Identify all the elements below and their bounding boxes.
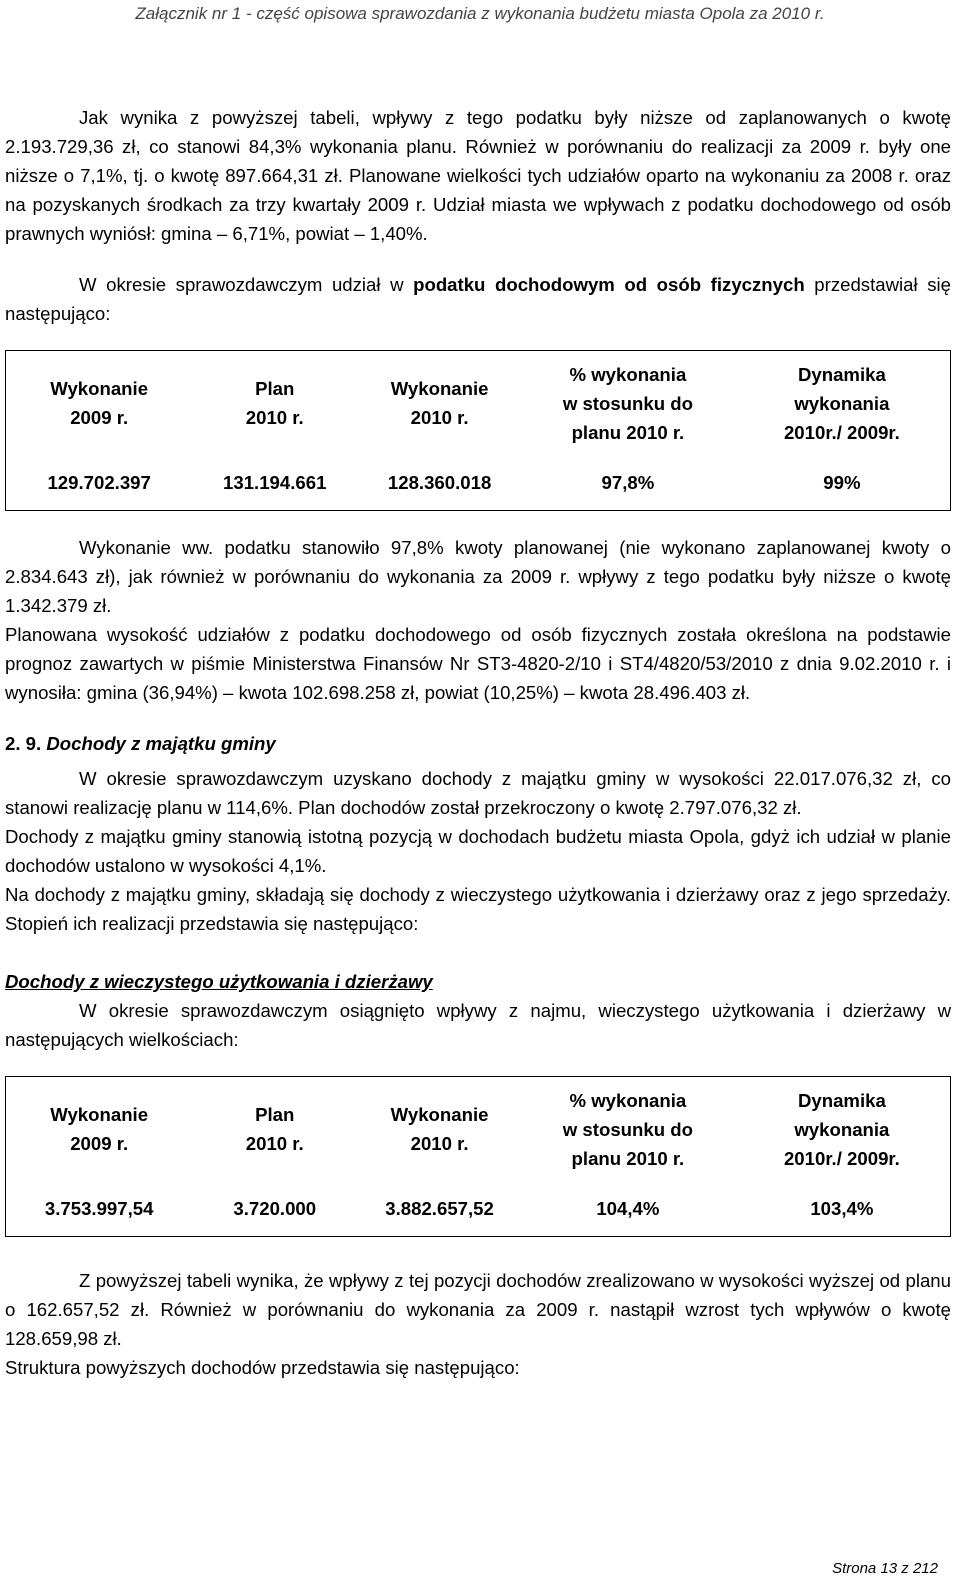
section-title: Dochody z majątku gminy [46,733,276,754]
pit-intro-tail: przedstawiał się następująco: [5,274,951,324]
paragraph-pit-intro [5,270,951,328]
value-cell: 99% [734,455,951,511]
paragraph-lease-result: Z powyższej tabeli wynika, że wpływy z tej pozycji dochodów zrealizowano w wysokości wyższej od planu o 162.657,52 zł. Również w porównaniu do wykonania za 2009 r. nastąpił wzrost tych wpływów o kwotę 128.659,98 zł. [5,1270,951,1349]
paragraph-assets-composition: Na dochody z majątku gminy, składają się dochody z wieczystego użytkowania i dzierżawy oraz z jego sprzedaży. Stopień ich realizacji przedstawia się następująco: [5,884,951,934]
value-cell: 3.753.997,54 [6,1181,193,1237]
value-cell: 97,8% [522,455,734,511]
header-cell: Plan 2010 r. [192,351,357,456]
section-number: 2. 9. [5,733,42,754]
table-row [6,1181,951,1237]
header-cell: Dynamika wykonania 2010r./ 2009r. [734,1077,951,1182]
header-cell: Wykonanie 2010 r. [357,1077,522,1182]
value-cell: 103,4% [734,1181,951,1237]
table-row [6,455,951,511]
paragraph-lease-intro: W okresie sprawozdawczym osiągnięto wpływy z najmu, wieczystego użytkowania i dzierżawy w następujących wielkościach: [5,1000,951,1050]
value-cell: 104,4% [522,1181,734,1237]
paragraph-tax-summary: Jak wynika z powyższej tabeli, wpływy z tego podatku były niższe od zaplanowanych o kwotę 2.193.729,36 zł, co stanowi 84,3% wykonania planu. Również w porównaniu do realizacji za 2009 r. były one niższe o 7,1%, tj. o kwotę 897.664,31 zł. Planowane wielkości tych udziałów oparto na wykonaniu za 2008 r. oraz na pozyskanych środkach za trzy kwartały 2009 r. Udział miasta we wpływach z podatku dochodowego od osób prawnych wyniósł: gmina – 6,71%, powiat – 1,40%. [5,107,951,244]
subsection-title: Dochody z wieczystego użytkowania i dzierżawy [5,971,433,992]
value-cell: 128.360.018 [357,455,522,511]
value-cell: 129.702.397 [6,455,193,511]
section-heading [5,729,951,758]
paragraph-structure: Struktura powyższych dochodów przedstawia się następująco: [5,1357,520,1378]
page-number: Strona 13 z 212 [832,1560,938,1577]
header-cell: Wykonanie 2009 r. [6,1077,193,1182]
paragraph-assets-share: Dochody z majątku gminy stanowią istotną pozycją w dochodach budżetu miasta Opola, gdyż ich udział w planie dochodów ustalono w wysokości 4,1%. [5,826,951,876]
table-header-row [6,351,951,456]
pit-intro-lead: W okresie sprawozdawczym udział w [79,274,414,295]
header-cell: % wykonania w stosunku do planu 2010 r. [522,1077,734,1182]
lease-table [5,1076,951,1237]
pit-table [5,350,951,511]
header-cell: Dynamika wykonania 2010r./ 2009r. [734,351,951,456]
document-header: Załącznik nr 1 - część opisowa sprawozdania z wykonania budżetu miasta Opola za 2010 r. [135,4,825,23]
header-cell: Wykonanie 2010 r. [357,351,522,456]
value-cell: 3.882.657,52 [357,1181,522,1237]
value-cell: 131.194.661 [192,455,357,511]
paragraph-pit-plan: Planowana wysokość udziałów z podatku dochodowego od osób fizycznych została określona na podstawie prognoz zawartych w piśmie Ministerstwa Finansów Nr ST3-4820-2/10 i ST4/4820/53/2010 z dnia 9.02.2010 r. i wynosiła: gmina (36,94%) – kwota 102.698.258 zł, powiat (10,25%) – kwota 28.496.403 zł. [5,624,951,703]
header-cell: Wykonanie 2009 r. [6,351,193,456]
table-header-row [6,1077,951,1182]
header-cell: Plan 2010 r. [192,1077,357,1182]
document-body [5,103,951,1382]
header-cell: % wykonania w stosunku do planu 2010 r. [522,351,734,456]
value-cell: 3.720.000 [192,1181,357,1237]
paragraph-assets-income: W okresie sprawozdawczym uzyskano dochody z majątku gminy w wysokości 22.017.076,32 zł, co stanowi realizację planu w 114,6%. Plan dochodów został przekroczony o kwotę 2.797.076,32 zł. [5,768,951,818]
paragraph-pit-execution: Wykonanie ww. podatku stanowiło 97,8% kwoty planowanej (nie wykonano zaplanowanej kwoty o 2.834.643 zł), jak również w porównaniu do wykonania za 2009 r. wpływy z tego podatku były niższe o kwotę 1.342.379 zł. [5,537,951,616]
pit-intro-bold: podatku dochodowym od osób fizycznych [413,274,805,295]
